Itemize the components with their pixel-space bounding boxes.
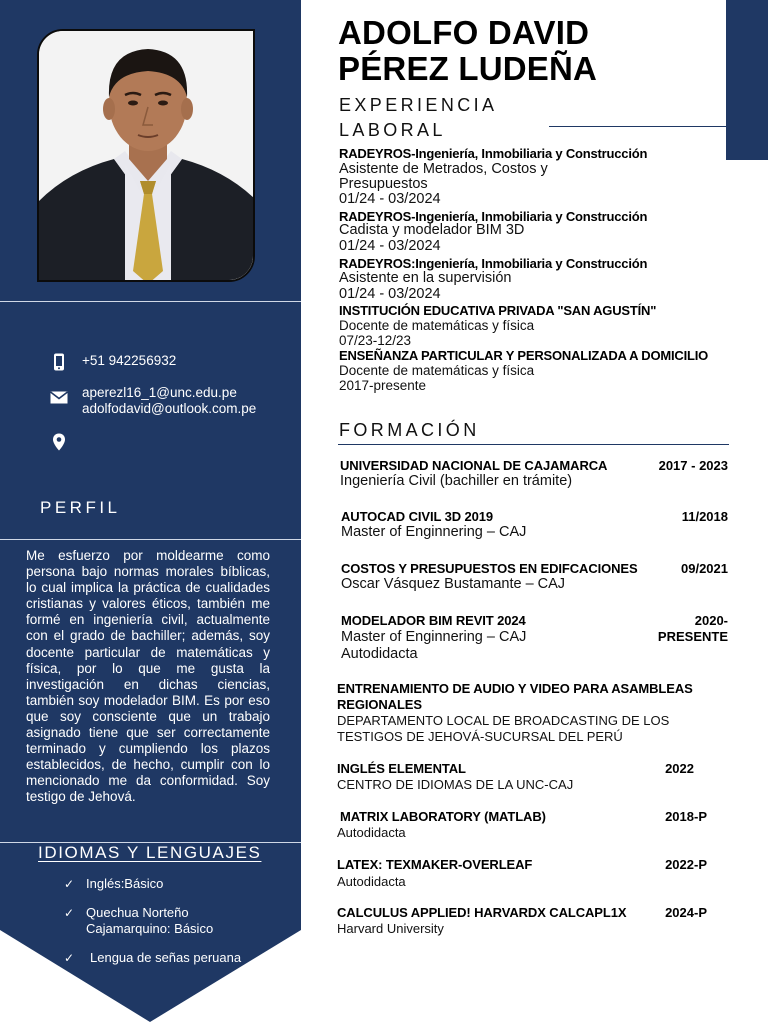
check-icon: ✓ xyxy=(64,906,75,920)
location-icon xyxy=(50,433,68,451)
contact-phone xyxy=(50,353,176,371)
language-item: ✓ Lengua de señas peruana xyxy=(64,950,242,965)
experiencia-heading-2: LABORAL xyxy=(339,120,446,140)
mail-icon xyxy=(50,389,68,407)
phone-number[interactable]: +51 942256932 xyxy=(82,353,177,368)
name-first: ADOLFO DAVID xyxy=(338,14,590,51)
decorative-bar xyxy=(726,0,768,160)
profile-photo xyxy=(37,29,255,282)
contact-location xyxy=(50,433,82,451)
email-primary[interactable]: aperezl16_1@unc.edu.pe xyxy=(82,385,237,400)
email-secondary[interactable]: adolfodavid@outlook.com.pe xyxy=(82,401,257,416)
check-icon: ✓ xyxy=(64,877,75,891)
divider xyxy=(549,126,726,127)
divider xyxy=(0,539,301,540)
name-last: PÉREZ LUDEÑA xyxy=(338,50,598,87)
experiencia-heading: EXPERIENCIA xyxy=(339,95,498,115)
idiomas-heading: IDIOMAS Y LENGUAJES xyxy=(38,843,262,862)
language-item: ✓ Inglés:Básico xyxy=(64,876,164,891)
check-icon: ✓ xyxy=(64,951,75,965)
contact-email xyxy=(50,385,256,417)
perfil-text: Me esfuerzo por moldearme como persona bajo normas morales bíblicas, lo cual implica la práctica de cualidades cristianas y valores éticos, también me formé en ingeniería civil, actualmente con el grado de bachiller; además, soy docente particular de matemáticas y física, por lo que me gusta la investigación en dichas ciencias, también soy modelador BIM. Es por eso que soy consciente que un trabajo asignado tiene que ser correctamente terminado y cumpliendo los plazos establecidos, de hecho, cumplir con lo mencionado me da conformidad. Soy testigo de Jehová. xyxy=(26,548,270,805)
perfil-heading: PERFIL xyxy=(40,498,121,517)
phone-icon xyxy=(50,353,68,371)
person-portrait-image xyxy=(39,31,255,282)
language-item: ✓ Quechua Norteño Cajamarquino: Básico xyxy=(64,905,214,936)
divider xyxy=(0,301,301,302)
sidebar xyxy=(0,0,301,1024)
formacion-heading: FORMACIÓN xyxy=(339,420,480,440)
divider xyxy=(338,444,729,445)
